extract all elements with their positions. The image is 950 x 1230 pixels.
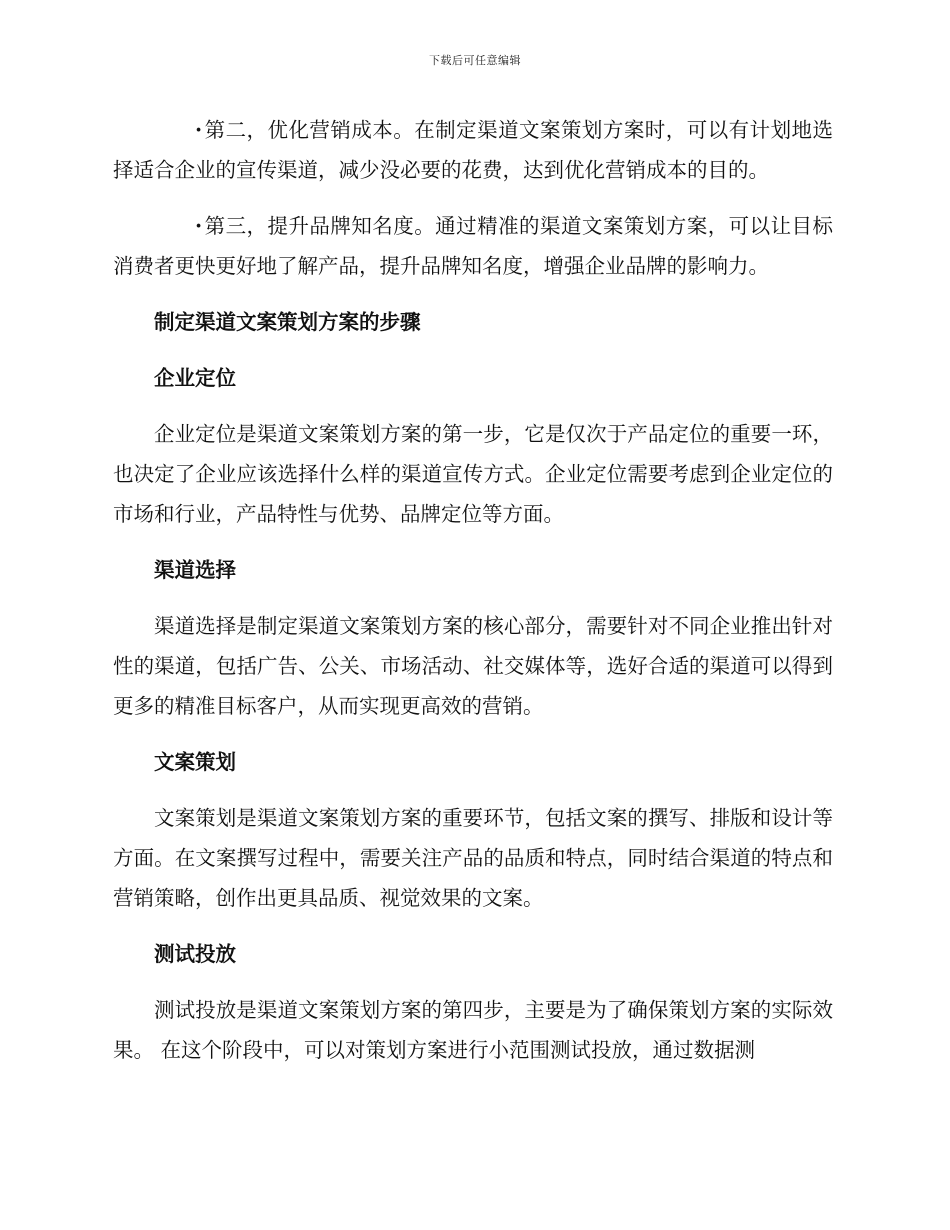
- section-heading: 制定渠道文案策划方案的步骤: [154, 310, 421, 334]
- bullet-marker: ·: [195, 118, 203, 142]
- step-paragraph-channel-selection: 渠道选择是制定渠道文案策划方案的核心部分，需要针对不同企业推出针对性的渠道，包括广告、公关、市场活动、社交媒体等，选好合适的渠道可以得到更多的精准目标客户，从而实现更高效的营销。: [113, 614, 833, 718]
- step-heading-channel-selection: 渠道选择: [154, 558, 236, 582]
- step-paragraph-copy-planning: 文案策划是渠道文案策划方案的重要环节，包括文案的撰写、排版和设计等方面。在文案撰写过程中，需要关注产品的品质和特点，同时结合渠道的特点和营销策略，创作出更具品质、视觉效果的文案。: [113, 806, 833, 910]
- step-paragraph-test-launch: 测试投放是渠道文案策划方案的第四步，主要是为了确保策划方案的实际效果。 在这个阶段中，可以对策划方案进行小范围测试投放，通过数据测: [113, 998, 833, 1062]
- step-heading-company-positioning: 企业定位: [154, 366, 236, 390]
- bullet-text: 第二，优化营销成本。在制定渠道文案策划方案时，可以有计划地选择适合企业的宣传渠道，减少没必要的花费，达到优化营销成本的目的。: [113, 118, 833, 182]
- bullet-marker: ·: [195, 214, 203, 238]
- step-heading-copy-planning: 文案策划: [154, 750, 236, 774]
- step-paragraph-company-positioning: 企业定位是渠道文案策划方案的第一步，它是仅次于产品定位的重要一环，也决定了企业应该选择什么样的渠道宣传方式。企业定位需要考虑到企业定位的市场和行业，产品特性与优势、品牌定位等方面。: [113, 422, 833, 526]
- running-head: 下载后可任意编辑: [429, 54, 521, 67]
- bullet-text: 第三，提升品牌知名度。通过精准的渠道文案策划方案，可以让目标消费者更快更好地了解产品，提升品牌知名度，增强企业品牌的影响力。: [113, 214, 833, 278]
- bullet-paragraph-optimize-cost: [113, 110, 833, 190]
- bullet-paragraph-brand-awareness: [113, 206, 833, 286]
- document-body: [113, 110, 833, 1070]
- step-heading-test-launch: 测试投放: [154, 942, 236, 966]
